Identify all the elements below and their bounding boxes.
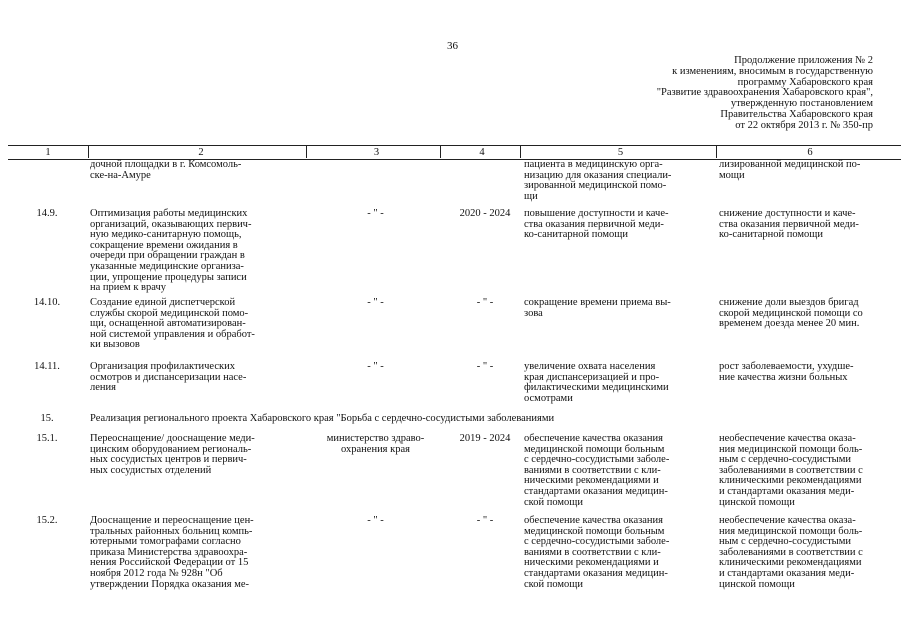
measure-description — [90, 209, 300, 294]
column-header-4: 4 — [479, 147, 485, 158]
non-implementation-consequence-line: лизированной медицинской по- — [719, 159, 861, 170]
non-implementation-consequence-line: ния медицинской помощи боль- — [719, 525, 863, 537]
expected-result-line: с сердечно-сосудистыми заболе- — [524, 454, 670, 466]
header-line: Продолжение приложения № 2 — [734, 55, 873, 66]
non-implementation-consequence — [719, 160, 904, 181]
header-line: к изменениям, вносимым в государственную — [672, 65, 873, 77]
responsible-executor — [308, 298, 443, 309]
non-implementation-consequence-line: ства оказания первичной меди- — [719, 218, 859, 230]
measure-description — [90, 362, 300, 394]
measure-description-line: ютерными томографами согласно — [90, 536, 241, 548]
non-implementation-consequence — [719, 209, 904, 241]
non-implementation-consequence — [719, 298, 904, 330]
expected-result — [524, 160, 714, 202]
measure-description-line: ных сосудистых центров и первич- — [90, 454, 247, 466]
measure-description-line: ки вызовов — [90, 339, 140, 351]
column-divider — [440, 145, 441, 158]
measure-description-line: тральных районных больниц компь- — [90, 525, 253, 537]
header-line: утвержденную постановлением — [730, 98, 873, 110]
non-implementation-consequence-line: необеспечение качества оказа- — [719, 433, 856, 444]
expected-result-line: обеспечение качества оказания — [524, 515, 663, 526]
expected-result — [524, 434, 714, 508]
expected-result-line: сокращение времени приема вы- — [524, 297, 671, 308]
measure-description-line: сокращение времени ожидания в — [90, 239, 238, 251]
header-line: "Развитие здравоохранения Хабаровского края", — [656, 87, 873, 99]
expected-result-line: ко-санитарной помощи — [524, 229, 629, 241]
table-header-row — [8, 145, 901, 160]
responsible-executor-line: - " - — [367, 297, 384, 308]
measure-description-line: щи, оснащенной автоматизирован- — [90, 318, 246, 330]
responsible-executor-line: - " - — [367, 361, 384, 372]
implementation-period — [446, 362, 524, 373]
expected-result-line: обеспечение качества оказания — [524, 433, 663, 444]
expected-result-line: ваниями в соответствии с кли- — [524, 464, 661, 476]
row-number-line: 14.9. — [36, 208, 58, 219]
expected-result-line: осмотрами — [524, 392, 573, 404]
implementation-period-line: 2020 - 2024 — [459, 208, 511, 219]
non-implementation-consequence-line: и стандартами оказания меди- — [719, 485, 855, 497]
row-number — [8, 209, 86, 220]
row-number — [8, 516, 86, 527]
measure-description-line: Оптимизация работы медицинских — [90, 208, 248, 219]
measure-description-line: ления — [90, 382, 116, 394]
measure-description-line: ноября 2012 года № 928н "Об — [90, 567, 223, 579]
row-number-line: 15. — [40, 413, 54, 424]
implementation-period — [446, 209, 524, 220]
implementation-period-line: - " - — [476, 361, 494, 372]
non-implementation-consequence-line: ным с сердечно-сосудистыми — [719, 454, 851, 466]
measure-description-line: ную медико-санитарную помощь, — [90, 229, 242, 241]
header-line: от 22 октября 2013 г. № 350-пр — [735, 119, 873, 131]
column-header-6: 6 — [807, 147, 813, 158]
implementation-period-line: - " - — [476, 297, 494, 308]
non-implementation-consequence-line: рост заболеваемости, ухудше- — [719, 361, 854, 372]
page-number: 36 — [447, 40, 458, 52]
expected-result-line: стандартами оказания медицин- — [524, 485, 668, 497]
non-implementation-consequence-line: и стандартами оказания меди- — [719, 567, 855, 579]
measure-description-line: указанные медицинские организа- — [90, 260, 244, 272]
non-implementation-consequence-line: временем доезда менее 20 мин. — [719, 318, 860, 330]
row-number — [8, 434, 86, 445]
expected-result-line: повышение доступности и каче- — [524, 208, 669, 219]
measure-description-line: приказа Министерства здравоохра- — [90, 546, 248, 558]
expected-result — [524, 362, 714, 404]
header-line: Правительства Хабаровского края — [720, 108, 873, 120]
measure-description-line: цинским оборудованием региональ- — [90, 443, 252, 455]
expected-result-line: щи — [524, 190, 538, 202]
non-implementation-consequence-line: цинской помощи — [719, 496, 795, 508]
non-implementation-consequence-line: цинской помощи — [719, 578, 795, 590]
measure-description-line: службы скорой медицинской помо- — [90, 307, 249, 319]
row-number — [8, 414, 86, 425]
responsible-executor-line: охранения края — [341, 443, 410, 455]
responsible-executor-line: министерство здраво- — [326, 433, 425, 444]
measure-description-line: Переоснащение/ дооснащение меди- — [90, 433, 255, 444]
expected-result-line: ства оказания первичной меди- — [524, 218, 664, 230]
expected-result-line: ской помощи — [524, 496, 583, 508]
expected-result-line: ническими рекомендациями и — [524, 557, 659, 569]
header-line: программу Хабаровского края — [737, 76, 873, 88]
non-implementation-consequence-line: ным с сердечно-сосудистыми — [719, 536, 851, 548]
measure-description-line: ных сосудистых отделений — [90, 464, 212, 476]
non-implementation-consequence — [719, 516, 904, 590]
row-number — [8, 298, 86, 309]
expected-result-line: низацию для оказания специали- — [524, 169, 672, 181]
measure-description-line: Дооснащение и переоснащение цен- — [90, 515, 254, 526]
expected-result — [524, 516, 714, 590]
measure-description — [90, 434, 300, 476]
non-implementation-consequence-line: ние качества жизни больных — [719, 371, 848, 383]
responsible-executor-line: - " - — [367, 208, 384, 219]
appendix-header — [573, 56, 873, 132]
measure-description — [90, 298, 300, 351]
non-implementation-consequence-line: мощи — [719, 169, 745, 181]
expected-result-line: зированной медицинской помо- — [524, 180, 667, 192]
non-implementation-consequence — [719, 362, 904, 383]
non-implementation-consequence-line: ко-санитарной помощи — [719, 229, 824, 241]
expected-result-line: увеличение охвата населения — [524, 361, 656, 372]
column-header-1: 1 — [45, 147, 51, 158]
non-implementation-consequence — [719, 434, 904, 508]
column-divider — [88, 145, 89, 158]
expected-result-line: ническими рекомендациями и — [524, 475, 659, 487]
measure-description-line: нения Российской Федерации от 15 — [90, 557, 249, 569]
non-implementation-consequence-line: снижение доли выездов бригад — [719, 297, 859, 308]
measure-description-line: ции, упрощение процедуры записи — [90, 271, 247, 283]
implementation-period — [446, 516, 524, 527]
responsible-executor — [308, 434, 443, 455]
implementation-period-line: - " - — [476, 515, 494, 526]
row-number-line: 15.2. — [36, 515, 58, 526]
implementation-period — [446, 298, 524, 309]
measure-description-line: Создание единой диспетчерской — [90, 297, 236, 308]
measure-description-line: очереди при обращении граждан в — [90, 250, 245, 262]
expected-result-line: филактическими медицинскими — [524, 382, 669, 394]
column-header-2: 2 — [198, 147, 204, 158]
responsible-executor — [308, 362, 443, 373]
expected-result-line: пациента в медицинскую орга- — [524, 159, 663, 170]
non-implementation-consequence-line: клиническими рекомендациями — [719, 475, 862, 487]
row-number-line: 14.10. — [33, 297, 61, 308]
responsible-executor — [308, 516, 443, 527]
row-number-line: 15.1. — [36, 433, 58, 444]
expected-result-line: зова — [524, 307, 543, 319]
column-divider — [306, 145, 307, 158]
measure-description-line: на прием к врачу — [90, 282, 167, 294]
responsible-executor — [308, 209, 443, 220]
non-implementation-consequence-line: заболеваниями в соответствии с — [719, 546, 863, 558]
measure-description — [90, 160, 300, 181]
measure-description-line: Организация профилактических — [90, 361, 235, 372]
measure-description-line: осмотров и диспансеризации насе- — [90, 371, 247, 383]
measure-description-line: ске-на-Амуре — [90, 169, 151, 181]
non-implementation-consequence-line: заболеваниями в соответствии с — [719, 464, 863, 476]
expected-result — [524, 209, 714, 241]
measure-description-line: дочной площадки в г. Комсомоль- — [90, 159, 242, 170]
measure-description-line: организаций, оказывающих первич- — [90, 218, 252, 230]
expected-result-line: медицинской помощи больным — [524, 525, 665, 537]
non-implementation-consequence-line: снижение доступности и каче- — [719, 208, 856, 219]
section-title: Реализация регионального проекта Хабаровского края "Борьба с сердечно-сосудистыми заболеваниями — [90, 413, 555, 424]
row-number — [8, 362, 86, 373]
column-divider — [716, 145, 717, 158]
column-header-3: 3 — [373, 147, 380, 158]
expected-result-line: стандартами оказания медицин- — [524, 567, 668, 579]
column-header-5: 5 — [617, 147, 624, 158]
implementation-period-line: 2019 - 2024 — [459, 433, 511, 444]
expected-result-line: с сердечно-сосудистыми заболе- — [524, 536, 670, 548]
measure-description-line: ной системой управления и обработ- — [90, 328, 255, 340]
expected-result — [524, 298, 714, 319]
non-implementation-consequence-line: необеспечение качества оказа- — [719, 515, 856, 526]
responsible-executor-line: - " - — [367, 515, 384, 526]
non-implementation-consequence-line: скорой медицинской помощи со — [719, 307, 863, 319]
implementation-period — [446, 434, 524, 445]
expected-result-line: медицинской помощи больным — [524, 443, 665, 455]
expected-result-line: ваниями в соответствии с кли- — [524, 546, 661, 558]
expected-result-line: ской помощи — [524, 578, 583, 590]
measure-description — [90, 516, 300, 590]
non-implementation-consequence-line: клиническими рекомендациями — [719, 557, 862, 569]
measure-description-line: утверждении Порядка оказания ме- — [90, 578, 250, 590]
non-implementation-consequence-line: ния медицинской помощи боль- — [719, 443, 863, 455]
column-divider — [520, 145, 521, 158]
expected-result-line: края диспансеризацией и про- — [524, 371, 660, 383]
row-number-line: 14.11. — [34, 361, 60, 372]
